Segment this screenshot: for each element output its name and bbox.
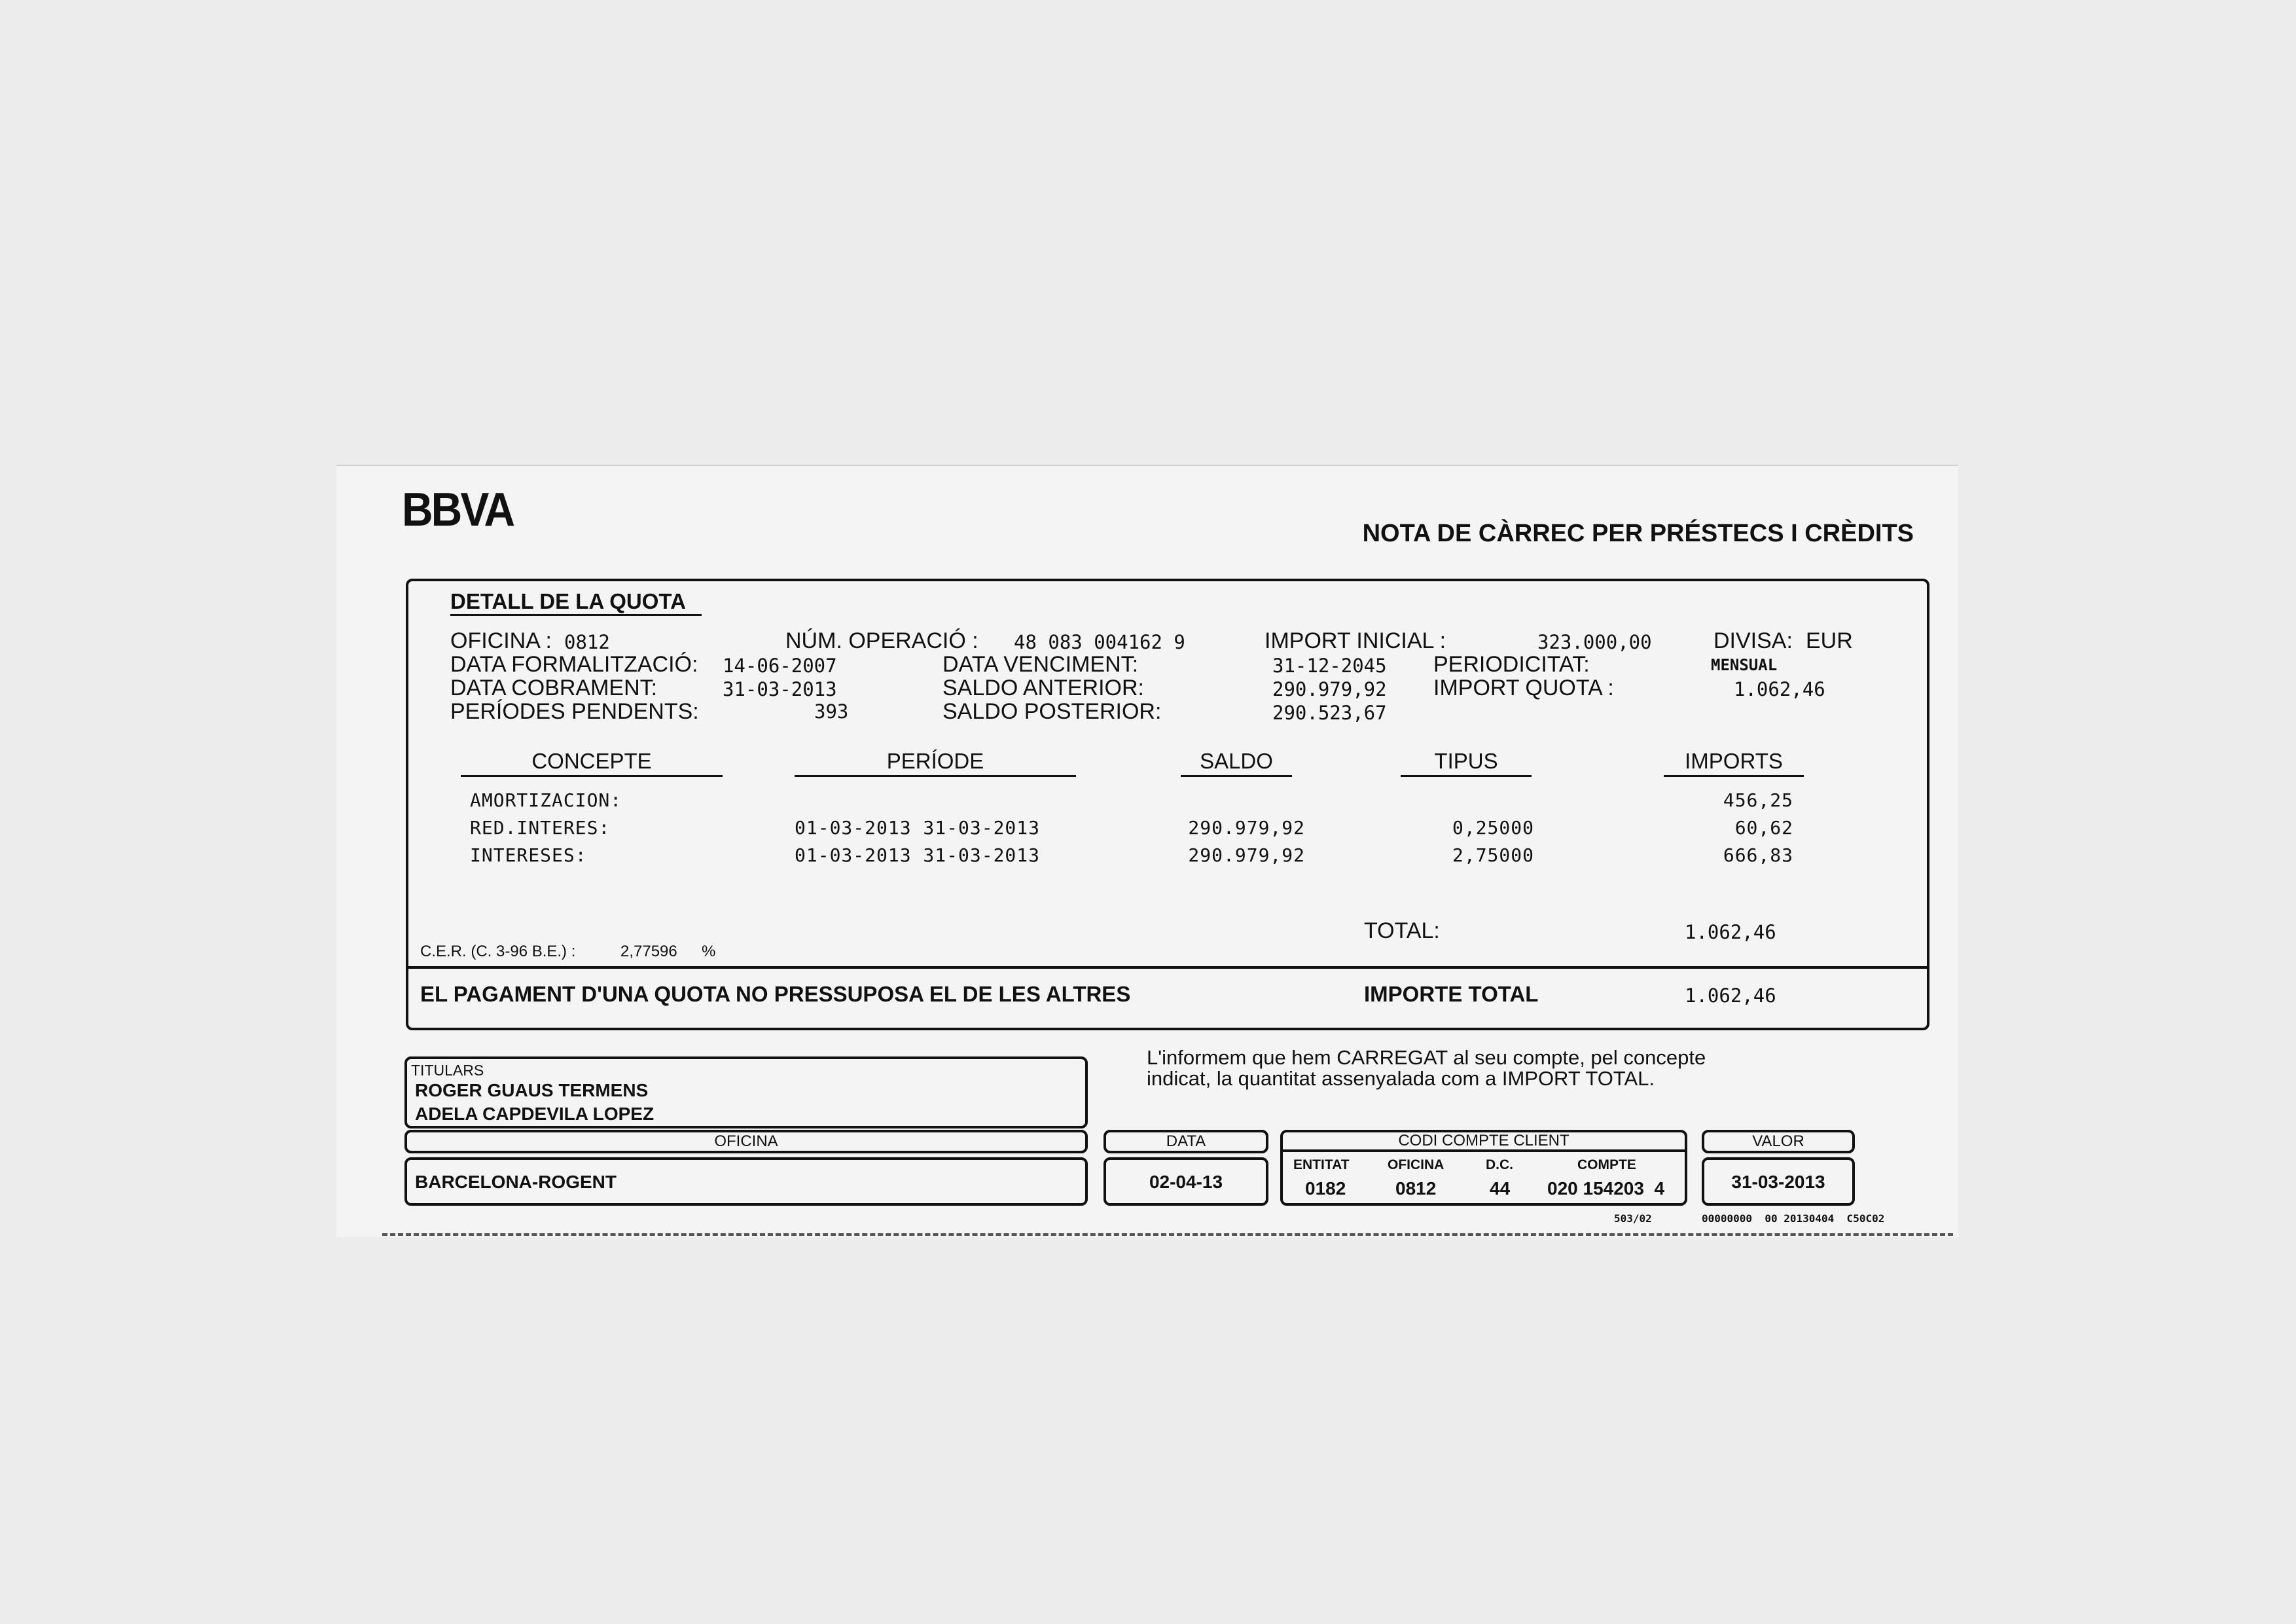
periodes-pendents-label: PERÍODES PENDENTS: — [450, 699, 699, 724]
data-cobrament-label: DATA COBRAMENT: — [450, 676, 658, 700]
valor-box-header — [1702, 1130, 1855, 1153]
titular-name-2: ADELA CAPDEVILA LOPEZ — [415, 1104, 655, 1124]
divisa-label: DIVISA: — [1713, 628, 1793, 653]
row-1-import: 456,25 — [1723, 789, 1793, 811]
column-header-tipus: TIPUS — [1401, 749, 1532, 777]
row-3-concepte: INTERESES: — [470, 844, 587, 866]
row-2-saldo: 290.979,92 — [1188, 817, 1305, 839]
row-2-tipus: 0,25000 — [1452, 817, 1534, 839]
perforation-edge — [382, 1233, 1953, 1236]
oficina-box-value: BARCELONA-ROGENT — [415, 1172, 617, 1192]
valor-box-value: 31-03-2013 — [1731, 1172, 1825, 1192]
account-oficina-label: OFICINA — [1388, 1157, 1444, 1172]
cer-value: 2,77596 — [620, 943, 677, 960]
import-inicial-label: IMPORT INICIAL : — [1265, 628, 1446, 653]
periodes-pendents-value: 393 — [814, 700, 849, 723]
oficina-box-label: OFICINA — [714, 1132, 778, 1150]
row-1-concepte: AMORTIZACION: — [470, 789, 622, 811]
import-total-value: 1.062,46 — [1685, 984, 1776, 1007]
data-venciment-value: 31-12-2045 — [1272, 655, 1387, 677]
document-title: NOTA DE CÀRREC PER PRÉSTECS I CRÈDITS — [1362, 520, 1914, 547]
titular-name-1: ROGER GUAUS TERMENS — [415, 1080, 649, 1100]
row-2-periode: 01-03-2013 31-03-2013 — [795, 817, 1041, 839]
entitat-label: ENTITAT — [1293, 1157, 1350, 1172]
compte-label: COMPTE — [1577, 1157, 1636, 1172]
total-label: TOTAL: — [1364, 918, 1440, 943]
dc-label: D.C. — [1486, 1157, 1513, 1172]
data-box — [1103, 1157, 1268, 1206]
num-operacio-value: 48 083 004162 9 — [1014, 631, 1185, 653]
valor-box-label: VALOR — [1752, 1132, 1804, 1150]
total-value: 1.062,46 — [1685, 921, 1776, 943]
oficina-label: OFICINA : — [450, 628, 552, 653]
data-formalitzacio-label: DATA FORMALITZACIÓ: — [450, 652, 698, 677]
code-left: 503/02 — [1614, 1212, 1652, 1225]
divider — [408, 966, 1927, 969]
row-3-import: 666,83 — [1723, 844, 1793, 866]
column-header-imports: IMPORTS — [1664, 749, 1804, 777]
data-formalitzacio-value: 14-06-2007 — [723, 655, 837, 677]
cer-unit: % — [702, 943, 716, 960]
row-3-saldo: 290.979,92 — [1188, 844, 1305, 866]
quota-detail-box — [406, 579, 1929, 1030]
row-3-periode: 01-03-2013 31-03-2013 — [795, 844, 1041, 866]
account-box — [1280, 1130, 1687, 1206]
data-box-value: 02-04-13 — [1149, 1172, 1223, 1192]
loan-charge-note — [336, 465, 1958, 1237]
cer-label: C.E.R. (C. 3-96 B.E.) : — [420, 943, 576, 960]
periodicitat-label: PERIODICITAT: — [1433, 652, 1590, 677]
entitat-value: 0182 — [1305, 1178, 1346, 1199]
oficina-box-header — [404, 1130, 1088, 1153]
row-3-tipus: 2,75000 — [1452, 844, 1534, 866]
column-header-periode: PERÍODE — [795, 749, 1076, 777]
data-box-label: DATA — [1166, 1132, 1206, 1150]
divisa-value: EUR — [1806, 628, 1853, 653]
row-2-concepte: RED.INTERES: — [470, 817, 611, 839]
valor-box — [1702, 1157, 1855, 1206]
saldo-posterior-label: SALDO POSTERIOR: — [942, 699, 1162, 724]
titulars-label: TITULARS — [411, 1062, 484, 1079]
saldo-anterior-value: 290.979,92 — [1272, 678, 1387, 700]
code-right: 00000000 00 20130404 C50C02 — [1702, 1212, 1885, 1225]
import-quota-label: IMPORT QUOTA : — [1433, 676, 1614, 700]
footer-note: EL PAGAMENT D'UNA QUOTA NO PRESSUPOSA EL DE LES ALTRES — [420, 982, 1131, 1006]
periodicitat-value: MENSUAL — [1711, 656, 1778, 674]
oficina-value: 0812 — [564, 631, 610, 653]
saldo-posterior-value: 290.523,67 — [1272, 702, 1387, 724]
import-total-label: IMPORTE TOTAL — [1364, 982, 1539, 1006]
import-inicial-value: 323.000,00 — [1537, 631, 1652, 653]
data-venciment-label: DATA VENCIMENT: — [942, 652, 1139, 677]
data-box-header — [1103, 1130, 1268, 1153]
oficina-box — [404, 1157, 1088, 1206]
message-line-2: indicat, la quantitat assenyalada com a IMPORT TOTAL. — [1147, 1067, 1655, 1090]
section-title: DETALL DE LA QUOTA — [450, 589, 702, 616]
compte-value: 020 154203 4 — [1547, 1178, 1665, 1199]
bbva-logo: BBVA — [402, 482, 514, 536]
account-oficina-value: 0812 — [1395, 1178, 1437, 1199]
account-label: CODI COMPTE CLIENT — [1283, 1132, 1685, 1152]
column-header-saldo: SALDO — [1181, 749, 1292, 777]
titulars-box — [404, 1056, 1088, 1128]
dc-value: 44 — [1490, 1178, 1511, 1199]
num-operacio-label: NÚM. OPERACIÓ : — [785, 628, 978, 653]
message-line-1: L'informem que hem CARREGAT al seu compte, pel concepte — [1147, 1046, 1706, 1069]
row-2-import: 60,62 — [1734, 817, 1793, 839]
import-quota-value: 1.062,46 — [1734, 678, 1825, 700]
column-header-concepte: CONCEPTE — [461, 749, 723, 777]
data-cobrament-value: 31-03-2013 — [723, 678, 837, 700]
saldo-anterior-label: SALDO ANTERIOR: — [942, 676, 1144, 700]
